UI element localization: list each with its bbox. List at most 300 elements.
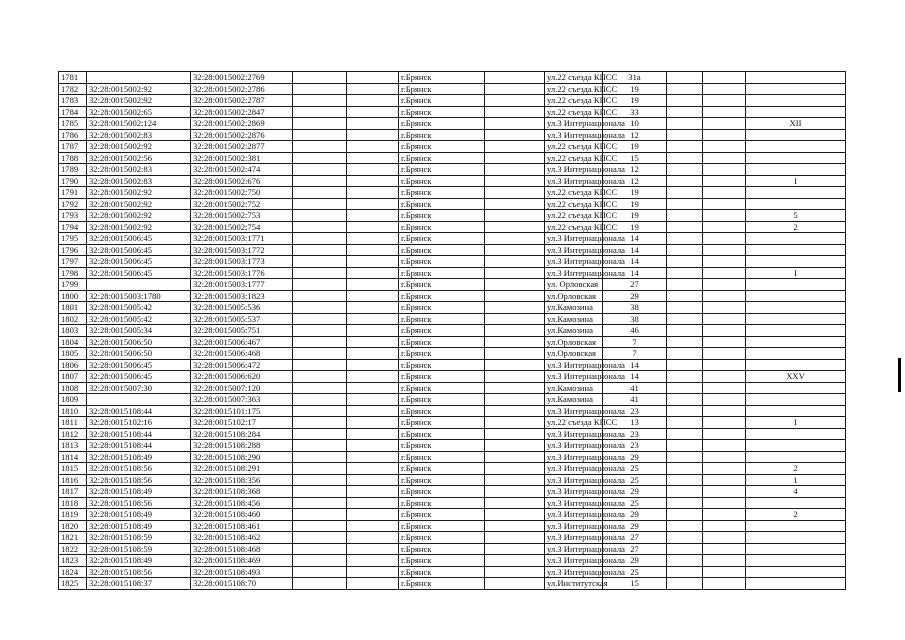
city-name: г.Брянск	[399, 106, 485, 118]
empty-cell	[485, 256, 545, 268]
row-number: 1797	[59, 256, 87, 268]
table-row	[59, 152, 846, 164]
apartment-mark	[746, 106, 846, 118]
row-number: 1802	[59, 313, 87, 325]
empty-cell	[667, 325, 703, 337]
empty-cell	[667, 198, 703, 210]
empty-cell	[703, 474, 746, 486]
empty-cell	[293, 129, 347, 141]
empty-cell	[293, 509, 347, 521]
empty-cell	[485, 279, 545, 291]
empty-cell	[293, 290, 347, 302]
empty-cell	[667, 221, 703, 233]
empty-cell	[293, 359, 347, 371]
quarter-number: 32:28:0015006:50	[87, 348, 191, 360]
empty-cell	[667, 417, 703, 429]
city-name: г.Брянск	[399, 221, 485, 233]
row-number: 1798	[59, 267, 87, 279]
city-name: г.Брянск	[399, 405, 485, 417]
city-name: г.Брянск	[399, 129, 485, 141]
empty-cell	[485, 405, 545, 417]
table-row	[59, 463, 846, 475]
empty-cell	[667, 290, 703, 302]
quarter-number: 32:28:0015005:42	[87, 302, 191, 314]
empty-cell	[485, 221, 545, 233]
empty-cell	[703, 187, 746, 199]
empty-cell	[347, 543, 399, 555]
table-row	[59, 566, 846, 578]
house-number: 12	[603, 164, 667, 176]
city-name: г.Брянск	[399, 348, 485, 360]
apartment-mark	[746, 359, 846, 371]
empty-cell	[667, 187, 703, 199]
empty-cell	[347, 118, 399, 130]
row-number: 1807	[59, 371, 87, 383]
empty-cell	[703, 302, 746, 314]
empty-cell	[485, 175, 545, 187]
city-name: г.Брянск	[399, 394, 485, 406]
cadastral-number: 32:28:0015002:2869	[191, 118, 293, 130]
empty-cell	[485, 336, 545, 348]
empty-cell	[667, 336, 703, 348]
cadastral-number: 32:28:0015007:363	[191, 394, 293, 406]
city-name: г.Брянск	[399, 152, 485, 164]
cadastral-number: 32:28:0015108:290	[191, 451, 293, 463]
cadastral-number: 32:28:0015102:17	[191, 417, 293, 429]
empty-cell	[347, 509, 399, 521]
empty-cell	[485, 233, 545, 245]
table-row	[59, 106, 846, 118]
empty-cell	[667, 256, 703, 268]
empty-cell	[703, 497, 746, 509]
empty-cell	[347, 290, 399, 302]
street-name: ул.3 Интернационала	[545, 164, 603, 176]
street-name: ул.3 Интернационала	[545, 555, 603, 567]
apartment-mark: I	[746, 175, 846, 187]
empty-cell	[293, 336, 347, 348]
empty-cell	[667, 83, 703, 95]
row-number: 1800	[59, 290, 87, 302]
empty-cell	[347, 405, 399, 417]
row-number: 1785	[59, 118, 87, 130]
apartment-mark	[746, 187, 846, 199]
quarter-number: 32:28:0015108:56	[87, 463, 191, 475]
empty-cell	[703, 244, 746, 256]
row-number: 1796	[59, 244, 87, 256]
table-row	[59, 72, 846, 84]
apartment-mark	[746, 348, 846, 360]
apartment-mark	[746, 520, 846, 532]
quarter-number: 32:28:0015006:50	[87, 336, 191, 348]
empty-cell	[485, 474, 545, 486]
table-row	[59, 83, 846, 95]
empty-cell	[347, 198, 399, 210]
cadastral-number: 32:28:0015108:356	[191, 474, 293, 486]
empty-cell	[347, 428, 399, 440]
empty-cell	[703, 394, 746, 406]
empty-cell	[667, 497, 703, 509]
empty-cell	[667, 474, 703, 486]
empty-cell	[485, 198, 545, 210]
street-name: ул.Орловская	[545, 336, 603, 348]
empty-cell	[703, 198, 746, 210]
empty-cell	[485, 83, 545, 95]
empty-cell	[347, 164, 399, 176]
apartment-mark	[746, 405, 846, 417]
quarter-number: 32:28:0015002:83	[87, 129, 191, 141]
cadastral-number: 32:28:0015108:468	[191, 543, 293, 555]
row-number: 1789	[59, 164, 87, 176]
city-name: г.Брянск	[399, 509, 485, 521]
empty-cell	[485, 106, 545, 118]
empty-cell	[667, 279, 703, 291]
row-number: 1815	[59, 463, 87, 475]
empty-cell	[485, 428, 545, 440]
quarter-number: 32:28:0015005:42	[87, 313, 191, 325]
empty-cell	[293, 497, 347, 509]
street-name: ул.Камозина	[545, 313, 603, 325]
house-number: 15	[603, 152, 667, 164]
row-number: 1801	[59, 302, 87, 314]
quarter-number: 32:28:0015108:49	[87, 486, 191, 498]
street-name: ул.22 съезда КПСС	[545, 417, 603, 429]
empty-cell	[347, 371, 399, 383]
empty-cell	[703, 486, 746, 498]
quarter-number: 32:28:0015108:44	[87, 428, 191, 440]
table-row	[59, 428, 846, 440]
empty-cell	[703, 532, 746, 544]
city-name: г.Брянск	[399, 555, 485, 567]
table-row	[59, 129, 846, 141]
empty-cell	[347, 382, 399, 394]
empty-cell	[347, 210, 399, 222]
table-row	[59, 359, 846, 371]
empty-cell	[703, 83, 746, 95]
street-name: ул.3 Интернационала	[545, 543, 603, 555]
street-name: ул.3 Интернационала	[545, 428, 603, 440]
empty-cell	[485, 290, 545, 302]
quarter-number: 32:28:0015108:56	[87, 566, 191, 578]
cadastral-number: 32:28:0015003:1776	[191, 267, 293, 279]
empty-cell	[485, 187, 545, 199]
empty-cell	[703, 129, 746, 141]
cadastral-number: 32:28:0015108:368	[191, 486, 293, 498]
table-row	[59, 302, 846, 314]
empty-cell	[667, 233, 703, 245]
empty-cell	[667, 371, 703, 383]
empty-cell	[667, 175, 703, 187]
street-name: ул.Орловская	[545, 348, 603, 360]
empty-cell	[347, 152, 399, 164]
empty-cell	[703, 106, 746, 118]
empty-cell	[347, 83, 399, 95]
street-name: ул.22 съезда КПСС	[545, 106, 603, 118]
empty-cell	[485, 152, 545, 164]
empty-cell	[293, 543, 347, 555]
apartment-mark	[746, 129, 846, 141]
table-row	[59, 497, 846, 509]
house-number: 19	[603, 95, 667, 107]
cadastral-number: 32:28:0015006:468	[191, 348, 293, 360]
apartment-mark: 1	[746, 474, 846, 486]
empty-cell	[293, 566, 347, 578]
row-number: 1822	[59, 543, 87, 555]
apartment-mark	[746, 95, 846, 107]
street-name: ул.Камозина	[545, 325, 603, 337]
empty-cell	[485, 210, 545, 222]
street-name: ул.Орловская	[545, 290, 603, 302]
house-number: 29	[603, 509, 667, 521]
empty-cell	[703, 152, 746, 164]
empty-cell	[293, 106, 347, 118]
apartment-mark	[746, 244, 846, 256]
empty-cell	[347, 187, 399, 199]
empty-cell	[703, 141, 746, 153]
apartment-mark: 4	[746, 486, 846, 498]
table-row	[59, 95, 846, 107]
quarter-number: 32:28:0015108:49	[87, 520, 191, 532]
empty-cell	[485, 313, 545, 325]
empty-cell	[347, 256, 399, 268]
empty-cell	[293, 532, 347, 544]
cadastral-number: 32:28:0015006:472	[191, 359, 293, 371]
row-number: 1820	[59, 520, 87, 532]
empty-cell	[293, 417, 347, 429]
empty-cell	[293, 141, 347, 153]
house-number: 33	[603, 106, 667, 118]
city-name: г.Брянск	[399, 302, 485, 314]
row-number: 1786	[59, 129, 87, 141]
empty-cell	[485, 129, 545, 141]
table-row	[59, 325, 846, 337]
house-number: 12	[603, 129, 667, 141]
quarter-number: 32:28:0015102:16	[87, 417, 191, 429]
street-name: ул.Камозина	[545, 382, 603, 394]
empty-cell	[703, 509, 746, 521]
row-number: 1805	[59, 348, 87, 360]
empty-cell	[703, 359, 746, 371]
table-row	[59, 290, 846, 302]
empty-cell	[485, 394, 545, 406]
street-name: ул.22 съезда КПСС	[545, 83, 603, 95]
city-name: г.Брянск	[399, 325, 485, 337]
cadastral-number: 32:28:0015006:467	[191, 336, 293, 348]
street-name: ул.Институтская	[545, 578, 603, 590]
empty-cell	[347, 267, 399, 279]
empty-cell	[667, 118, 703, 130]
table-row	[59, 336, 846, 348]
apartment-mark	[746, 83, 846, 95]
empty-cell	[293, 463, 347, 475]
table-row	[59, 474, 846, 486]
street-name: ул.22 съезда КПСС	[545, 221, 603, 233]
empty-cell	[485, 440, 545, 452]
empty-cell	[293, 256, 347, 268]
empty-cell	[703, 325, 746, 337]
row-number: 1799	[59, 279, 87, 291]
house-number: 14	[603, 267, 667, 279]
cadastral-number: 32:28:0015002:752	[191, 198, 293, 210]
empty-cell	[667, 152, 703, 164]
empty-cell	[485, 555, 545, 567]
house-number: 31а	[603, 72, 667, 84]
empty-cell	[485, 267, 545, 279]
city-name: г.Брянск	[399, 118, 485, 130]
row-number: 1811	[59, 417, 87, 429]
empty-cell	[347, 474, 399, 486]
empty-cell	[703, 256, 746, 268]
row-number: 1794	[59, 221, 87, 233]
row-number: 1819	[59, 509, 87, 521]
empty-cell	[667, 440, 703, 452]
street-name: ул.3 Интернационала	[545, 440, 603, 452]
table-row	[59, 555, 846, 567]
city-name: г.Брянск	[399, 244, 485, 256]
street-name: ул.22 съезда КПСС	[545, 95, 603, 107]
empty-cell	[293, 95, 347, 107]
empty-cell	[667, 141, 703, 153]
street-name: ул. Орловская	[545, 279, 603, 291]
street-name: ул.3 Интернационала	[545, 520, 603, 532]
street-name: ул.3 Интернационала	[545, 451, 603, 463]
quarter-number: 32:28:0015002:124	[87, 118, 191, 130]
house-number: 27	[603, 532, 667, 544]
street-name: ул.3 Интернационала	[545, 118, 603, 130]
row-number: 1816	[59, 474, 87, 486]
row-number: 1813	[59, 440, 87, 452]
apartment-mark	[746, 566, 846, 578]
quarter-number: 32:28:0015002:65	[87, 106, 191, 118]
city-name: г.Брянск	[399, 164, 485, 176]
empty-cell	[703, 555, 746, 567]
quarter-number	[87, 394, 191, 406]
quarter-number: 32:28:0015108:59	[87, 532, 191, 544]
apartment-mark	[746, 302, 846, 314]
cadastral-number: 32:28:0015108:456	[191, 497, 293, 509]
table-row	[59, 141, 846, 153]
empty-cell	[347, 279, 399, 291]
street-name: ул.3 Интернационала	[545, 497, 603, 509]
house-number: 19	[603, 221, 667, 233]
table-row	[59, 233, 846, 245]
empty-cell	[293, 405, 347, 417]
house-number: 29	[603, 555, 667, 567]
table-row	[59, 164, 846, 176]
cadastral-number: 32:28:0015007:120	[191, 382, 293, 394]
empty-cell	[293, 474, 347, 486]
apartment-mark	[746, 382, 846, 394]
quarter-number	[87, 72, 191, 84]
house-number: 29	[603, 451, 667, 463]
city-name: г.Брянск	[399, 141, 485, 153]
apartment-mark: XII	[746, 118, 846, 130]
empty-cell	[485, 417, 545, 429]
quarter-number: 32:28:0015002:92	[87, 221, 191, 233]
row-number: 1788	[59, 152, 87, 164]
empty-cell	[347, 72, 399, 84]
quarter-number: 32:28:0015108:56	[87, 497, 191, 509]
empty-cell	[293, 440, 347, 452]
empty-cell	[293, 210, 347, 222]
row-number: 1793	[59, 210, 87, 222]
table-row	[59, 187, 846, 199]
row-number: 1795	[59, 233, 87, 245]
empty-cell	[703, 72, 746, 84]
cadastral-number: 32:28:0015005:536	[191, 302, 293, 314]
cadastral-number: 32:28:0015002:753	[191, 210, 293, 222]
empty-cell	[667, 210, 703, 222]
street-name: ул.3 Интернационала	[545, 256, 603, 268]
house-number: 19	[603, 198, 667, 210]
empty-cell	[347, 440, 399, 452]
city-name: г.Брянск	[399, 474, 485, 486]
house-number: 29	[603, 290, 667, 302]
empty-cell	[703, 118, 746, 130]
quarter-number: 32:28:0015002:92	[87, 95, 191, 107]
cadastral-number: 32:28:0015108:493	[191, 566, 293, 578]
empty-cell	[667, 267, 703, 279]
apartment-mark	[746, 290, 846, 302]
city-name: г.Брянск	[399, 187, 485, 199]
scan-edge-mark	[898, 358, 901, 392]
city-name: г.Брянск	[399, 359, 485, 371]
empty-cell	[703, 336, 746, 348]
table-row	[59, 313, 846, 325]
empty-cell	[485, 348, 545, 360]
apartment-mark: 2	[746, 509, 846, 521]
house-number: 25	[603, 497, 667, 509]
empty-cell	[667, 348, 703, 360]
empty-cell	[667, 509, 703, 521]
empty-cell	[485, 509, 545, 521]
empty-cell	[667, 313, 703, 325]
house-number: 41	[603, 394, 667, 406]
cadastral-number: 32:28:0015002:676	[191, 175, 293, 187]
street-name: ул.3 Интернационала	[545, 463, 603, 475]
empty-cell	[667, 463, 703, 475]
apartment-mark	[746, 164, 846, 176]
table-row	[59, 486, 846, 498]
row-number: 1790	[59, 175, 87, 187]
table-row	[59, 451, 846, 463]
cadastral-number: 32:28:0015002:474	[191, 164, 293, 176]
row-number: 1787	[59, 141, 87, 153]
empty-cell	[347, 463, 399, 475]
empty-cell	[347, 221, 399, 233]
empty-cell	[347, 313, 399, 325]
empty-cell	[347, 578, 399, 590]
empty-cell	[485, 359, 545, 371]
city-name: г.Брянск	[399, 578, 485, 590]
table-row	[59, 175, 846, 187]
quarter-number: 32:28:0015002:92	[87, 141, 191, 153]
row-number: 1804	[59, 336, 87, 348]
city-name: г.Брянск	[399, 95, 485, 107]
empty-cell	[485, 72, 545, 84]
empty-cell	[347, 532, 399, 544]
empty-cell	[347, 106, 399, 118]
street-name: ул.22 съезда КПСС	[545, 72, 603, 84]
empty-cell	[703, 520, 746, 532]
empty-cell	[703, 267, 746, 279]
quarter-number: 32:28:0015002:92	[87, 210, 191, 222]
cadastral-number: 32:28:0015002:2786	[191, 83, 293, 95]
empty-cell	[293, 175, 347, 187]
empty-cell	[667, 394, 703, 406]
empty-cell	[293, 198, 347, 210]
cadastral-number: 32:28:0015002:2769	[191, 72, 293, 84]
cadastral-number: 32:28:0015002:2847	[191, 106, 293, 118]
